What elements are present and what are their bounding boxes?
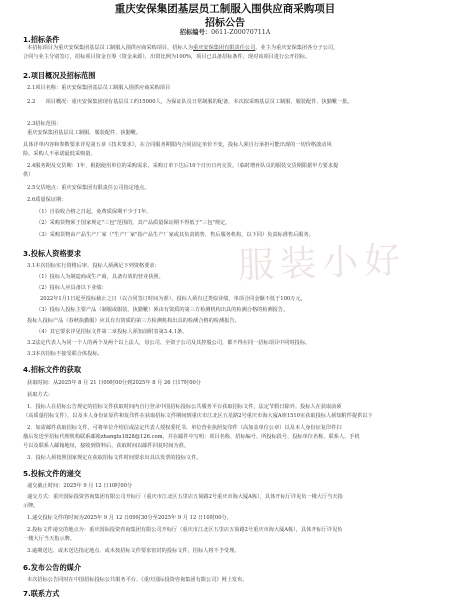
- section-5-line: 递交截止时间：2025年 9 月 12 日10时00分: [27, 483, 133, 489]
- section-2-line: 2.4服务期及交货期：1年，根据使用单位的采购需求，采购订单下达后10个日历日内交货。（临时增补队员的服装交货期限据甲方要求提: [27, 163, 339, 169]
- section-2-line: 重庆安保集团基层员工制服、服装配件、执勤靴。: [27, 130, 142, 136]
- section-5-line: 1.递交投标文件的时间为2025年 9 月 12 日09时30分至2025年 9 月 12 日10时00分。: [27, 515, 232, 521]
- section-2-line: （2）采购货物须于国家规定"三包"范围的，其产品质量保证期不得低于"三包"规定。: [36, 220, 231, 226]
- section-4-heading: 4.招标文件的获取: [23, 365, 82, 374]
- section-1-heading: 1.招标条件: [23, 35, 60, 44]
- watermark-text: 服装小好: [237, 240, 407, 287]
- section-5-line: 一楼大厅当天指示牌。: [23, 536, 75, 542]
- section-2-line: 2.6质量保证期：: [27, 197, 67, 203]
- project-number: [0, 27, 450, 36]
- section-4-line: （高质量招标文件），以及本人身份证原件和复印件在获取招标文件期间到重庆市江北区五星路2号重庆市海大厦A座1510室获取投标人须知附件提供以下: [23, 413, 373, 419]
- page-title: 重庆安保集团基层员工制服入围供应商采购项目: [114, 3, 336, 15]
- section-1-line: 合同与业主分别签订，招标项目资金自筹（资金来源），出资比例为100%，项目已具备招标条件，现对该项目进行公开招标。: [23, 54, 311, 60]
- section-3-line: （1）投标人为制造商或生产商，具备有效的营业执照。: [36, 274, 164, 280]
- s1-line1-text: 本招标项目为重庆安保集团基层员工制服入围供应商采购项目，招标人为: [27, 45, 194, 51]
- section-7-heading: 7.联系方式: [23, 589, 60, 598]
- section-6-line: 本次招标公告同时在中国招标投标公共服务平台、《重庆国际投资咨询集团有限公司》网上发布。: [27, 577, 248, 583]
- section-5-heading: 5.投标文件的递交: [23, 469, 82, 478]
- section-2-line: 2.2 项目概况：重庆安保集团现有基层员工约15000人，为保证队员日常制服的配备，本次拟采购基层员工制服、服装配件、执勤靴一批。: [27, 99, 353, 105]
- s1-line1-end: ，业主为重庆安保集团各分子公司，: [255, 45, 339, 51]
- page-subtitle: 招标公告: [205, 18, 245, 29]
- section-3-line: （4）其它要求详见招标文件第二章投标人须知前附表第3.4.1条。: [36, 329, 188, 335]
- section-4-line: 2．如需邮件获取招标文件，可将单位介绍信或法定代表人授权委托书、单位营业执照复印件（高加盖单位公章）以及本人身份证复印件扫: [27, 425, 342, 431]
- section-3-heading: 3.投标人资格要求: [23, 249, 82, 258]
- section-4-line: 描后发送至招标代理机构联系邮箱zhanglu1828@126.com，并在邮件中写明：项目名称、招标编号、所投标段号、投标单位名称、联系人、手机: [23, 434, 360, 440]
- section-4-line: 获取方式：: [27, 392, 53, 398]
- section-5-line: 3.逾期送达、或未送达指定地点、或未按招标文件要求密封的投标文件，招标人将不予受理。: [27, 548, 240, 554]
- section-3-line: 3.3本次招标不接受联合体投标。: [27, 351, 103, 357]
- tenderer-name-link[interactable]: 重庆安保集团有限责任公司: [193, 45, 256, 51]
- section-3-line: 2022年1月1日起至投标截止之日（以合同签订时间为准），投标人须有过类似业绩，单项合同金额不低于100万元。: [40, 296, 306, 302]
- section-5-line: 示牌。: [23, 503, 39, 509]
- section-3-line: 投标人投标产品（春秋执勤服）应具有有资质的第三方检测机构出具的检测合格的检测报告。: [27, 318, 240, 324]
- section-5-line: 递交方式：重庆国际投资咨询集团有限公司开标厅（重庆市江北区五里店五简路2号重庆市海大厦A栋），具体开标厅详见负一楼大厅当天指: [27, 494, 343, 500]
- section-4-line: 3．投标人须按照国家规定在获取招标文件时间要求出具以发票的投标文件。: [27, 455, 202, 461]
- section-2-line: 供）: [23, 172, 34, 178]
- project-number-label: 招标编号：: [179, 29, 212, 36]
- section-3-line: 3.1本次招标实行资格后审，投标人须满足下列资格要求：: [27, 263, 160, 269]
- section-2-line: 险。采购人不承诺最低采购量。: [23, 151, 96, 157]
- section-2-line: 2.1项目名称：重庆安保集团基层员工制服入围供应商采购项目: [27, 85, 171, 91]
- section-2-line: （3）采购货物由产品生产厂家（"生产厂家"指产品生产厂家或其负责销售、售后服务机构，以下同）负责标准售后服务。: [36, 232, 314, 238]
- section-2-line: （1）自验收合格之日起，免费质保期不少于1年。: [36, 209, 152, 215]
- section-5-line: 2.投标文件递交的地点为：重庆国际投资咨询集团有限公司开标厅（重庆市江北区五里店五简路2号重庆市海大厦A栋），具体开标厅详见负: [27, 527, 343, 533]
- section-1-line: [27, 45, 427, 52]
- section-2-line: 2.3招标范围：: [27, 121, 62, 127]
- section-4-line: 1．投标人在招标公告规定的招标文件获取时间内自行登录中国招标投标公共服务平台获取招标文件，法定节假日除外。投标人在获取前须: [27, 404, 342, 410]
- section-4-line: 获取时间：从2025年 8 月 21 日09时00分到2025年 8 月 26 日17时00分: [27, 380, 201, 386]
- section-2-line: 2.5交货地点：重庆安保集团有限责任公司指定地点。: [27, 185, 150, 191]
- section-6-heading: 6.发布公告的媒介: [23, 563, 82, 572]
- project-number-value: 0611-Z00070711A: [211, 29, 271, 36]
- section-3-line: 3.2法定代表人为同一个人的两个及两个以上法人，母公司、全资子公司及其控股公司，都不得在同一招标项目中同时投标。: [27, 340, 311, 346]
- section-2-heading: 2.项目概况及招标范围: [23, 71, 96, 80]
- section-4-line: 号以及联系人邮箱地址，接收到资料后，获取时间以邮件回复时间为准。: [23, 443, 190, 449]
- section-3-line: （3）投标人投标主要产品（制服或服装、执勤靴）须由有资质的第三方检测机构出具的检测合格的检测报告。: [36, 307, 289, 313]
- section-2-line: 具体详单内容和参数要求详见第五章《技术要求》，在合同服务期限内合同固定单价不变，投标人须自行承担可能出现的一切价格波动风: [23, 142, 332, 148]
- section-3-line: （2）投标人应具备以下业绩：: [36, 285, 107, 291]
